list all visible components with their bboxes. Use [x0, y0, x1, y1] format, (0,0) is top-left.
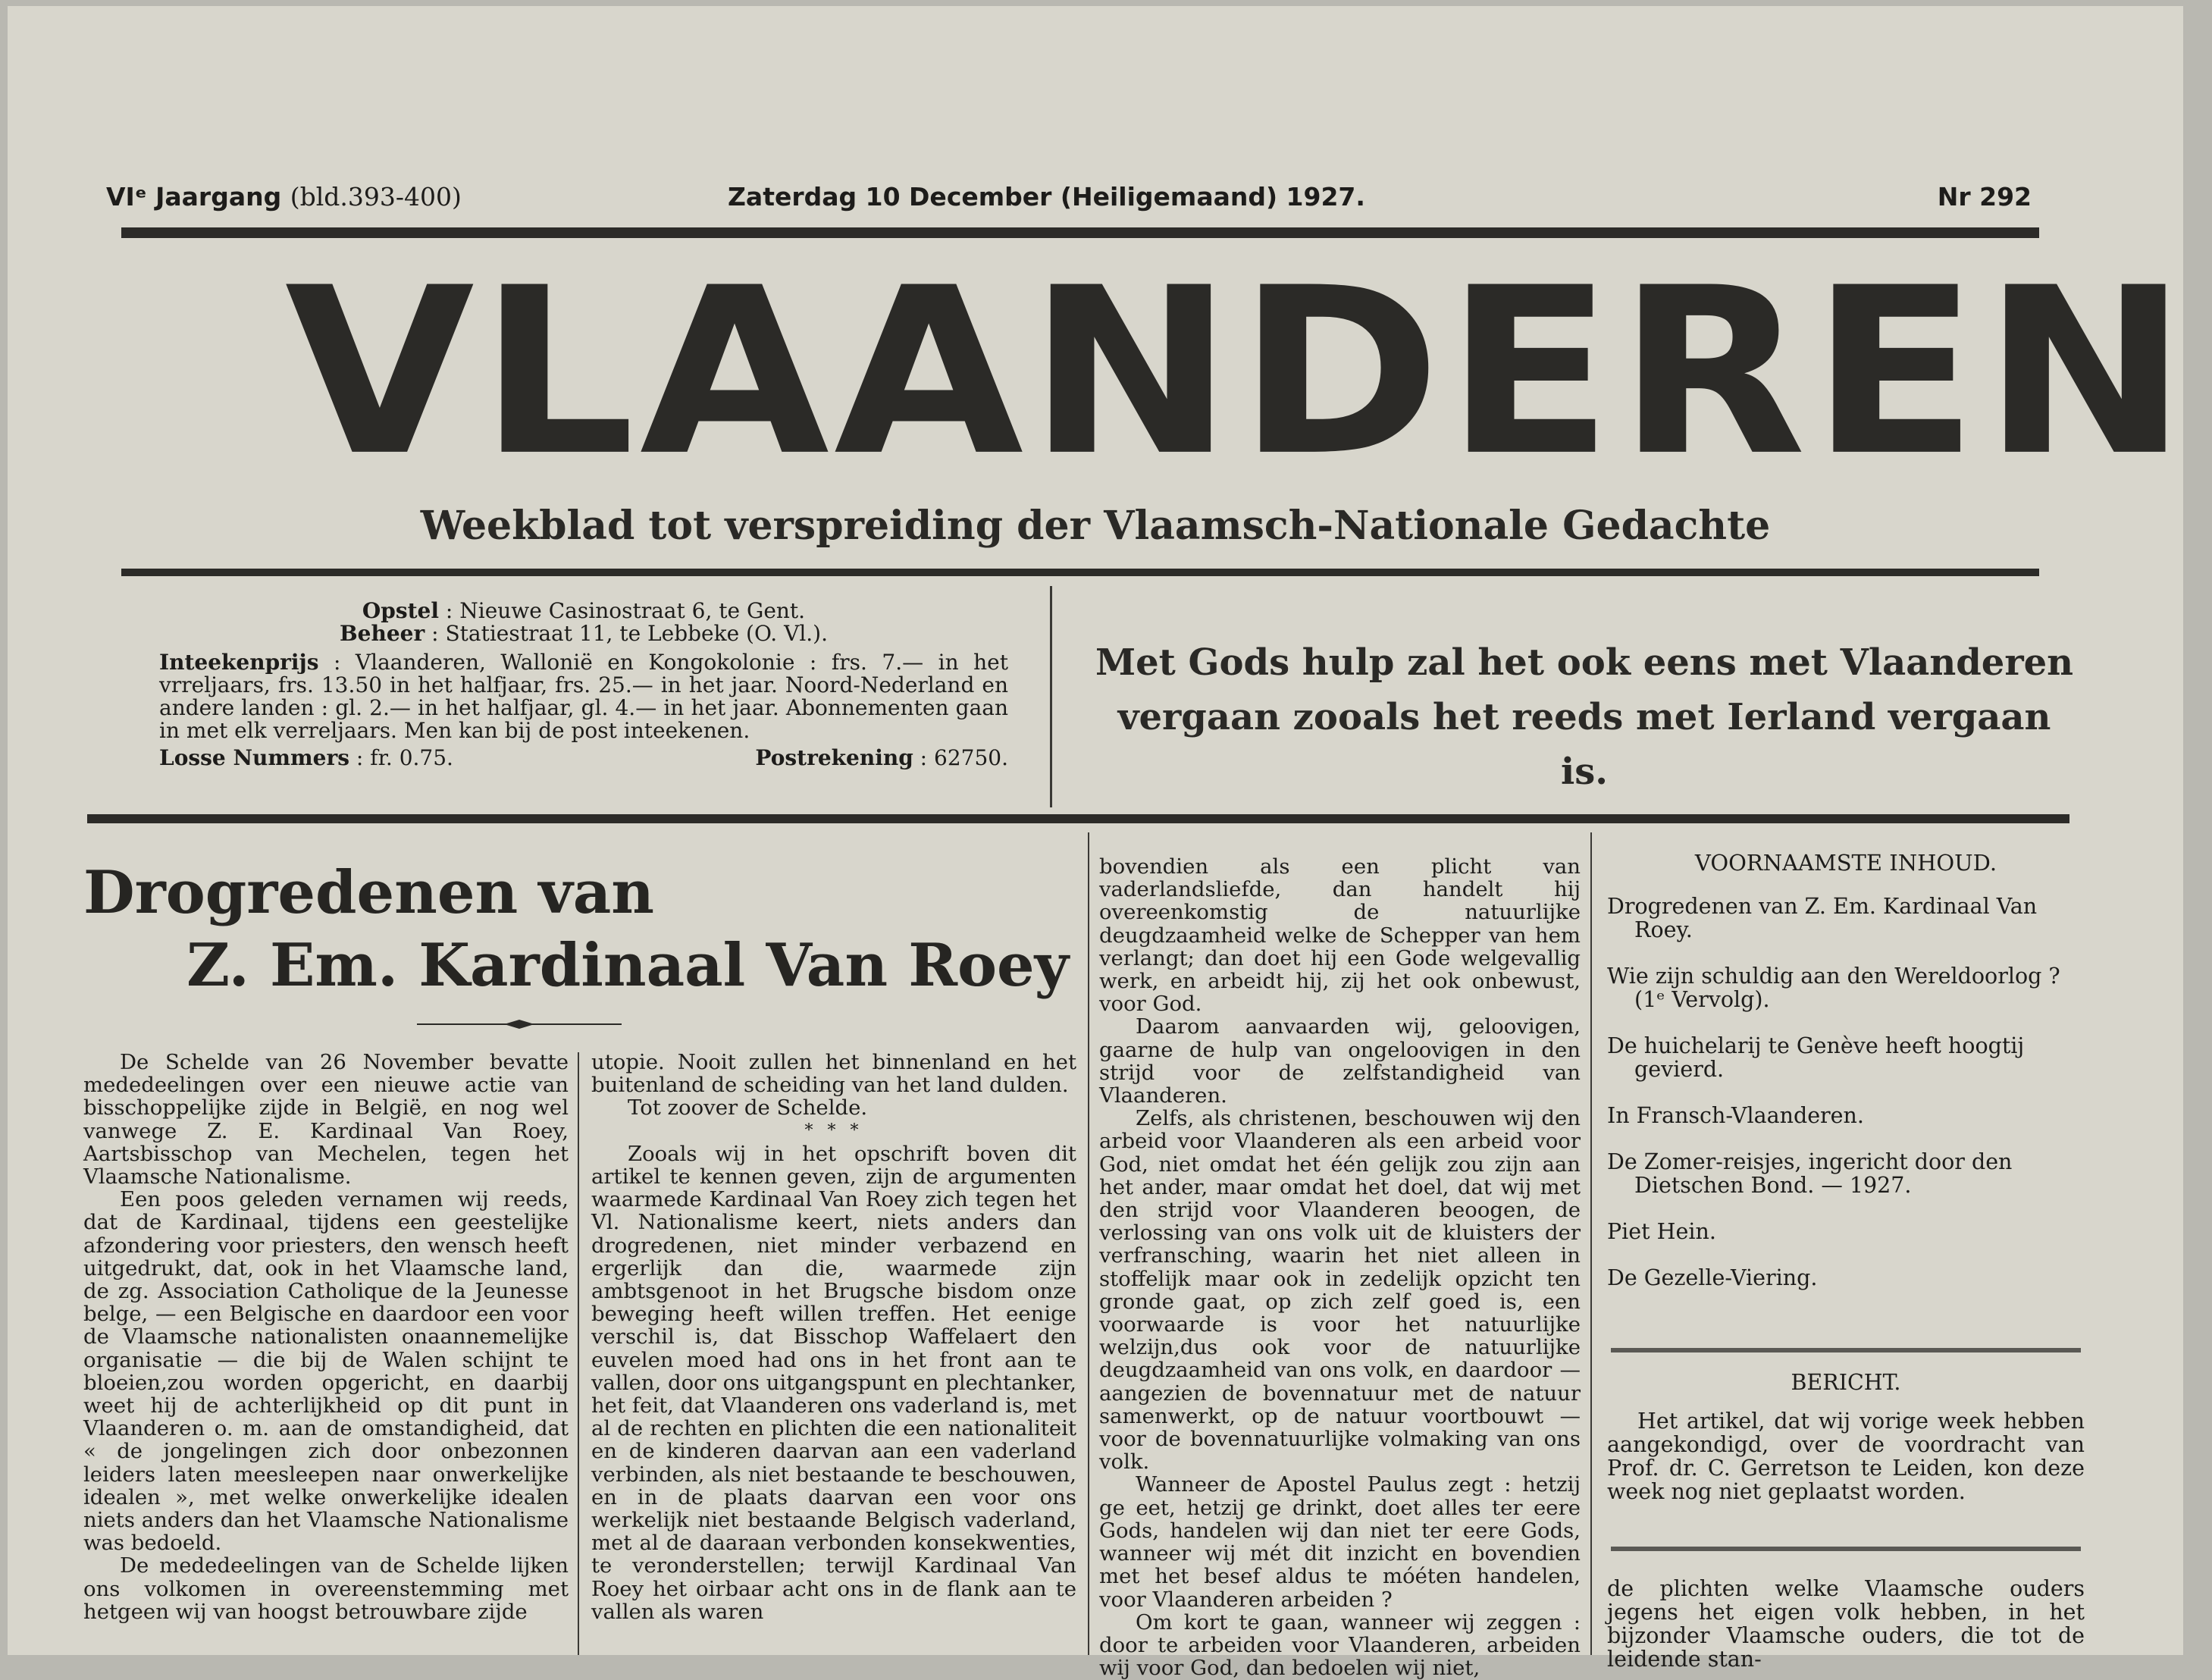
info-opstel: Opstel : Nieuwe Casinostraat 6, te Gent.	[362, 598, 806, 623]
top-rule	[121, 227, 2039, 238]
col2-para-2: Tot zoover de Schelde.	[628, 1095, 868, 1121]
notice-box	[1607, 1371, 2085, 1503]
motto: Met Gods hulp zal het ook eens met Vlaanderen vergaan zooals het reeds met Ierland vergaan is.	[1095, 641, 2074, 793]
contents-item: Drogredenen van Z. Em. Kardinaal Van Roey.	[1607, 894, 2038, 942]
info-divider	[1050, 586, 1052, 807]
contents-item: Wie zijn schuldig aan den Wereldoorlog ? (1ᵉ Vervolg).	[1607, 964, 2060, 1012]
continued-para: de plichten welke Vlaamsche ouders jegens het eigen volk hebben, in het bijzonder Vlaamsche ouders, die tot de leidende stan-	[1607, 1576, 2085, 1672]
contents-box	[1607, 851, 2085, 1312]
info-bottom-row	[159, 747, 1008, 771]
masthead-title: VLAANDEREN	[284, 238, 2193, 506]
issue-number: Nr 292	[1937, 182, 2032, 212]
col3-para-3: Zelfs, als christenen, beschouwen wij den arbeid voor Vlaanderen als een arbeid voor God, niet omdat het één gelijk zou zijn aan het ander, maar omdat het doel, dat wij met den strijd voor Vlaanderen beoogen, de verlossing van ons volk uit de kluisters der verfransching, waarin het niet alleen in stoffelijk maar ook in zedelijk opzicht ten gronde gaat, op zich zelf goed is, een voorwaarde is voor het natuurlijke welzijn,dus ook voor de natuurlijke deugdzaamheid van ons volk, en daardoor — aangezien de bovennatuur met de natuur samenwerkt, op de natuur voortbouwt — voor de bovennatuurlijke volmaking van ons volk.	[1099, 1106, 1581, 1475]
issue-line	[106, 182, 2032, 212]
notice-text: Het artikel, dat wij vorige week hebben aangekondigd, over de voordracht van Prof. dr. C. Gerretson te Leiden, kon deze week nog niet geplaatst worden.	[1607, 1409, 2085, 1504]
masthead-rule	[121, 569, 2039, 576]
info-losse: Losse Nummers : fr. 0.75.	[159, 745, 453, 770]
notice-title: BERICHT.	[1791, 1370, 1901, 1395]
publication-info	[159, 600, 1008, 771]
column-divider-3	[1590, 832, 1592, 1655]
notice-rule	[1611, 1547, 2081, 1551]
contents-item: De Zomer-reisjes, ingericht door den Dietschen Bond. — 1927.	[1607, 1149, 2013, 1198]
info-post: Postrekening : 62750.	[755, 745, 1008, 770]
col3-para-1: bovendien als een plicht van vaderlandsliefde, dan handelt hij overeenkomstig de natuurlijke deugdzaamheid welke de Schepper van hem verlangt; dan doet hij een Gode welgevallig werk, en arbeidt hij, zij het ook onbewust, voor God.	[1099, 854, 1581, 1017]
headline-line2: Z. Em. Kardinaal Van Roey	[186, 931, 1069, 1000]
issue-date: Zaterdag 10 December (Heiligemaand) 1927.	[728, 182, 1365, 212]
info-prijs: Inteekenprijs : Vlaanderen, Wallonië en Kongokolonie : frs. 7.— in het vrreljaars, frs. 13.50 in het halfjaar, frs. 25.— in het jaar. Noord-Nederland en andere landen : gl. 2.— in het halfjaar, gl. 4.— in het jaar. Abonnementen gaan in met elk verreljaars. Men kan bij de post inteekenen.	[159, 650, 1008, 743]
col3-para-2: Daarom aanvaarden wij, geloovigen, gaarne de hulp van ongeloovigen in den strijd voor de zelfstandigheid van Vlaanderen.	[1099, 1014, 1581, 1108]
contents-item: De huichelarij te Genève heeft hoogtij gevierd.	[1607, 1033, 2025, 1082]
contents-rule	[1611, 1348, 2081, 1352]
masthead-subtitle: Weekblad tot verspreiding der Vlaamsch-Nationale Gedachte	[420, 503, 1771, 549]
col2-para-1: utopie. Nooit zullen het binnenland en het buitenland de scheiding van het land dulden.	[591, 1050, 1076, 1098]
article-column-3	[1099, 854, 1581, 1680]
headline-ornament	[417, 1019, 622, 1030]
headline-line1: Drogredenen van	[83, 858, 654, 927]
issue-volume: VIᵉ Jaargang (bld.393-400)	[106, 182, 462, 212]
article-column-1	[83, 1051, 569, 1655]
col1-para-1: De Schelde van 26 November bevatte mededeelingen over een nieuwe actie van bisschoppelijke zijde in België, en nog wel vanwege Z. E. Kardinaal Van Roey, Aartsbisschop van Mechelen, tegen het Vlaamsche Nationalisme.	[83, 1050, 569, 1189]
contents-item: Piet Hein.	[1607, 1219, 1716, 1244]
column-divider-1	[578, 1052, 579, 1655]
contents-title: VOORNAAMSTE INHOUD.	[1694, 850, 1997, 876]
article-headline	[83, 857, 1084, 1002]
col3-para-4: Wanneer de Apostel Paulus zegt : hetzij ge eet, hetzij ge drinkt, doet alles ter eere Gods, handelen wij dan niet ter eere Gods, wanneer wij mét dit inzicht en bovendien met het besef aldus te móéten handelen, voor Vlaanderen arbeiden ?	[1099, 1472, 1581, 1612]
contents-item: De Gezelle-Viering.	[1607, 1265, 1818, 1290]
continued-text	[1607, 1577, 2085, 1671]
col1-para-2: Een poos geleden vernamen wij reeds, dat de Kardinaal, tijdens een geestelijke afzondering voor priesters, den wensch heeft uitgedrukt, dat, ook in het Vlaamsche land, de zg. Association Catholique de la Jeunesse belge, — een Belgische en daardoor een voor de Vlaamsche nationalisten onaannemelijke organisatie — die bij de Walen schijnt te bloeien,zou worden opgericht, en daarbij weet hij de achterlijkheid op dit punt in Vlaanderen o. m. aan de omstandigheid, dat « de jongelingen zich door onbezonnen leiders laten meesleepen naar onwerkelijke idealen », met welke onwerkelijke idealen niets anders dan het Vlaamsche Nationalisme was bedoeld.	[83, 1187, 569, 1556]
newspaper-page	[8, 6, 2193, 1680]
col2-para-3: Zooals wij in het opschrift boven dit artikel te kennen geven, zijn de argumenten waarmede Kardinaal Van Roey zich tegen het Vl. Nationalisme keert, niets anders dan drogredenen, niet minder verbazend en ergerlijk dan die, waarmede zijn ambtsgenoot in het Brugsche bisdom onze beweging heeft willen treffen. Het eenige verschil is, dat Bisschop Waffelaert den euvelen moed had ons in het front aan te vallen, door ons uitgangspunt en plechtanker, het feit, dat Vlaanderen ons vaderland is, met al de rechten en plichten die een nationaliteit en de kinderen daarvan aan een vaderland verbinden, als niet bestaande te beschouwen, en in de plaats daarvan een voor ons werkelijk niet bestaande Belgisch vaderland, met al de daaraan verbonden konsekwenties, te veronderstellen; terwijl Kardinaal Van Roey het oirbaar acht ons in de flank aan te vallen als waren	[591, 1141, 1076, 1624]
col3-para-5: Om kort te gaan, wanneer wij zeggen : door te arbeiden voor Vlaanderen, arbeiden wij voor God, dan bedoelen wij niet,	[1099, 1609, 1581, 1680]
article-column-2	[591, 1051, 1076, 1655]
col2-stars: * * *	[804, 1121, 863, 1140]
info-beheer: Beheer : Statiestraat 11, te Lebbeke (O. Vl.).	[339, 621, 828, 646]
contents-item: In Fransch-Vlaanderen.	[1607, 1103, 1864, 1128]
col1-para-3: De mededeelingen van de Schelde lijken ons volkomen in overeenstemming met hetgeen wij van hoogst betrouwbare zijde	[83, 1553, 569, 1624]
column-divider-2	[1088, 832, 1089, 1655]
section-rule	[87, 814, 2069, 823]
